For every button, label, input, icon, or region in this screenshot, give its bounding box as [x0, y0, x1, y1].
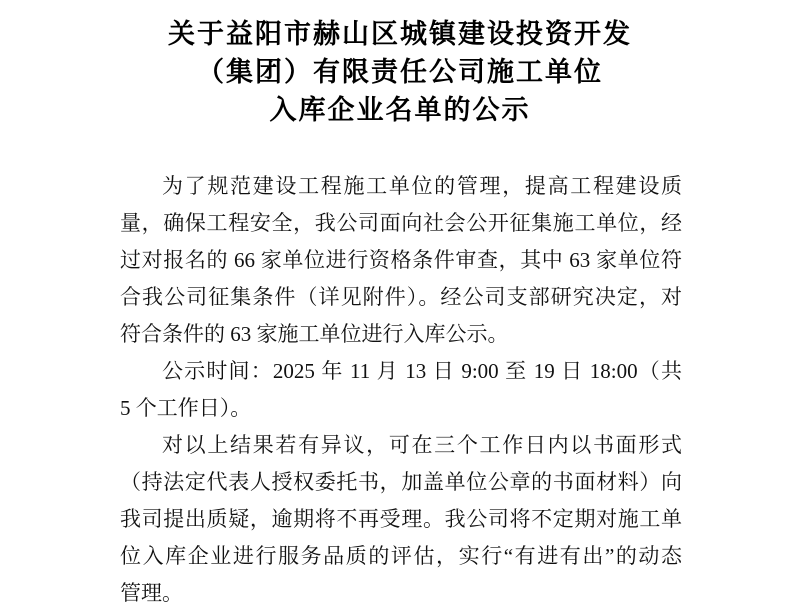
body-line: 位入库企业进行服务品质的评估，实行“有进有出”的动态 [120, 544, 682, 568]
body-line: 对以上结果若有异议，可在三个工作日内以书面形式 [162, 433, 682, 457]
paragraph-intro [120, 168, 682, 353]
paragraph-objection [120, 427, 682, 612]
body-line: 为了规范建设工程施工单位的管理，提高工程建设质 [162, 174, 682, 198]
body-line: 我司提出质疑，逾期将不再受理。我公司将不定期对施工单 [120, 507, 682, 531]
paragraph-publicity-period [120, 353, 682, 427]
title-line-3: 入库企业名单的公示 [269, 95, 531, 125]
body-line: 量，确保工程安全，我公司面向社会公开征集施工单位，经 [120, 211, 682, 235]
document-title [0, 0, 800, 129]
body-line: 过对报名的 66 家单位进行资格条件审查，其中 63 家单位符 [120, 248, 682, 272]
document-body [120, 168, 682, 612]
body-line: 5 个工作日）。 [120, 396, 252, 420]
body-line: （持法定代表人授权委托书，加盖单位公章的书面材料）向 [120, 470, 682, 494]
title-line-2: （集团）有限责任公司施工单位 [197, 57, 603, 87]
body-line: 管理。 [120, 581, 183, 605]
title-line-1: 关于益阳市赫山区城镇建设投资开发 [168, 19, 632, 49]
body-line: 公示时间：2025 年 11 月 13 日 9:00 至 19 日 18:00（共 [162, 359, 682, 383]
body-line: 符合条件的 63 家施工单位进行入库公示。 [120, 322, 509, 346]
body-line: 合我公司征集条件（详见附件）。经公司支部研究决定，对 [120, 285, 682, 309]
